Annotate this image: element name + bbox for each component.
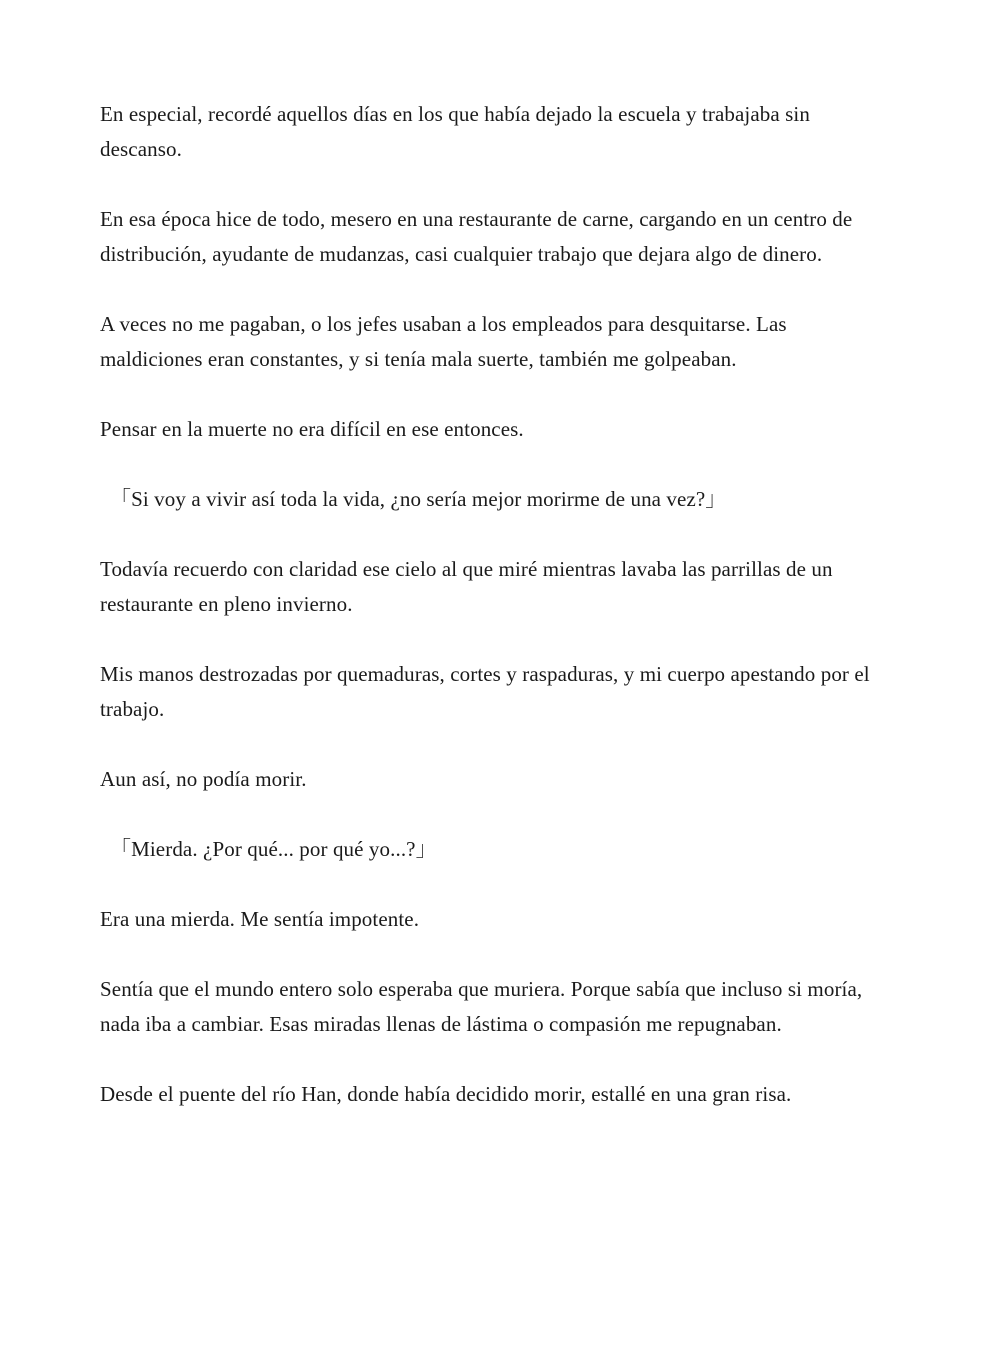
paragraph: Era una mierda. Me sentía impotente.	[100, 907, 420, 931]
paragraph: A veces no me pagaban, o los jefes usaban a los empleados para desquitarse. Las maldiciones eran constantes, y si tenía mala suerte, también me golpeaban.	[100, 312, 787, 371]
paragraph: Todavía recuerdo con claridad ese cielo al que miré mientras lavaba las parrillas de un restaurante en pleno invierno.	[100, 557, 833, 616]
paragraph: En especial, recordé aquellos días en los que había dejado la escuela y trabajaba sin descanso.	[100, 102, 810, 161]
document-body	[100, 97, 890, 1147]
dialogue-quote: 「Mierda. ¿Por qué... por qué yo...?」	[110, 837, 437, 861]
paragraph: Aun así, no podía morir.	[100, 767, 307, 791]
paragraph: Mis manos destrozadas por quemaduras, cortes y raspaduras, y mi cuerpo apestando por el trabajo.	[100, 662, 870, 721]
dialogue-quote: 「Si voy a vivir así toda la vida, ¿no sería mejor morirme de una vez?」	[110, 487, 727, 511]
paragraph: Desde el puente del río Han, donde había decidido morir, estallé en una gran risa.	[100, 1082, 792, 1106]
paragraph: Pensar en la muerte no era difícil en ese entonces.	[100, 417, 524, 441]
paragraph: Sentía que el mundo entero solo esperaba que muriera. Porque sabía que incluso si moría, nada iba a cambiar. Esas miradas llenas de lástima o compasión me repugnaban.	[100, 977, 863, 1036]
paragraph: En esa época hice de todo, mesero en una restaurante de carne, cargando en un centro de distribución, ayudante de mudanzas, casi cualquier trabajo que dejara algo de dinero.	[100, 207, 853, 266]
